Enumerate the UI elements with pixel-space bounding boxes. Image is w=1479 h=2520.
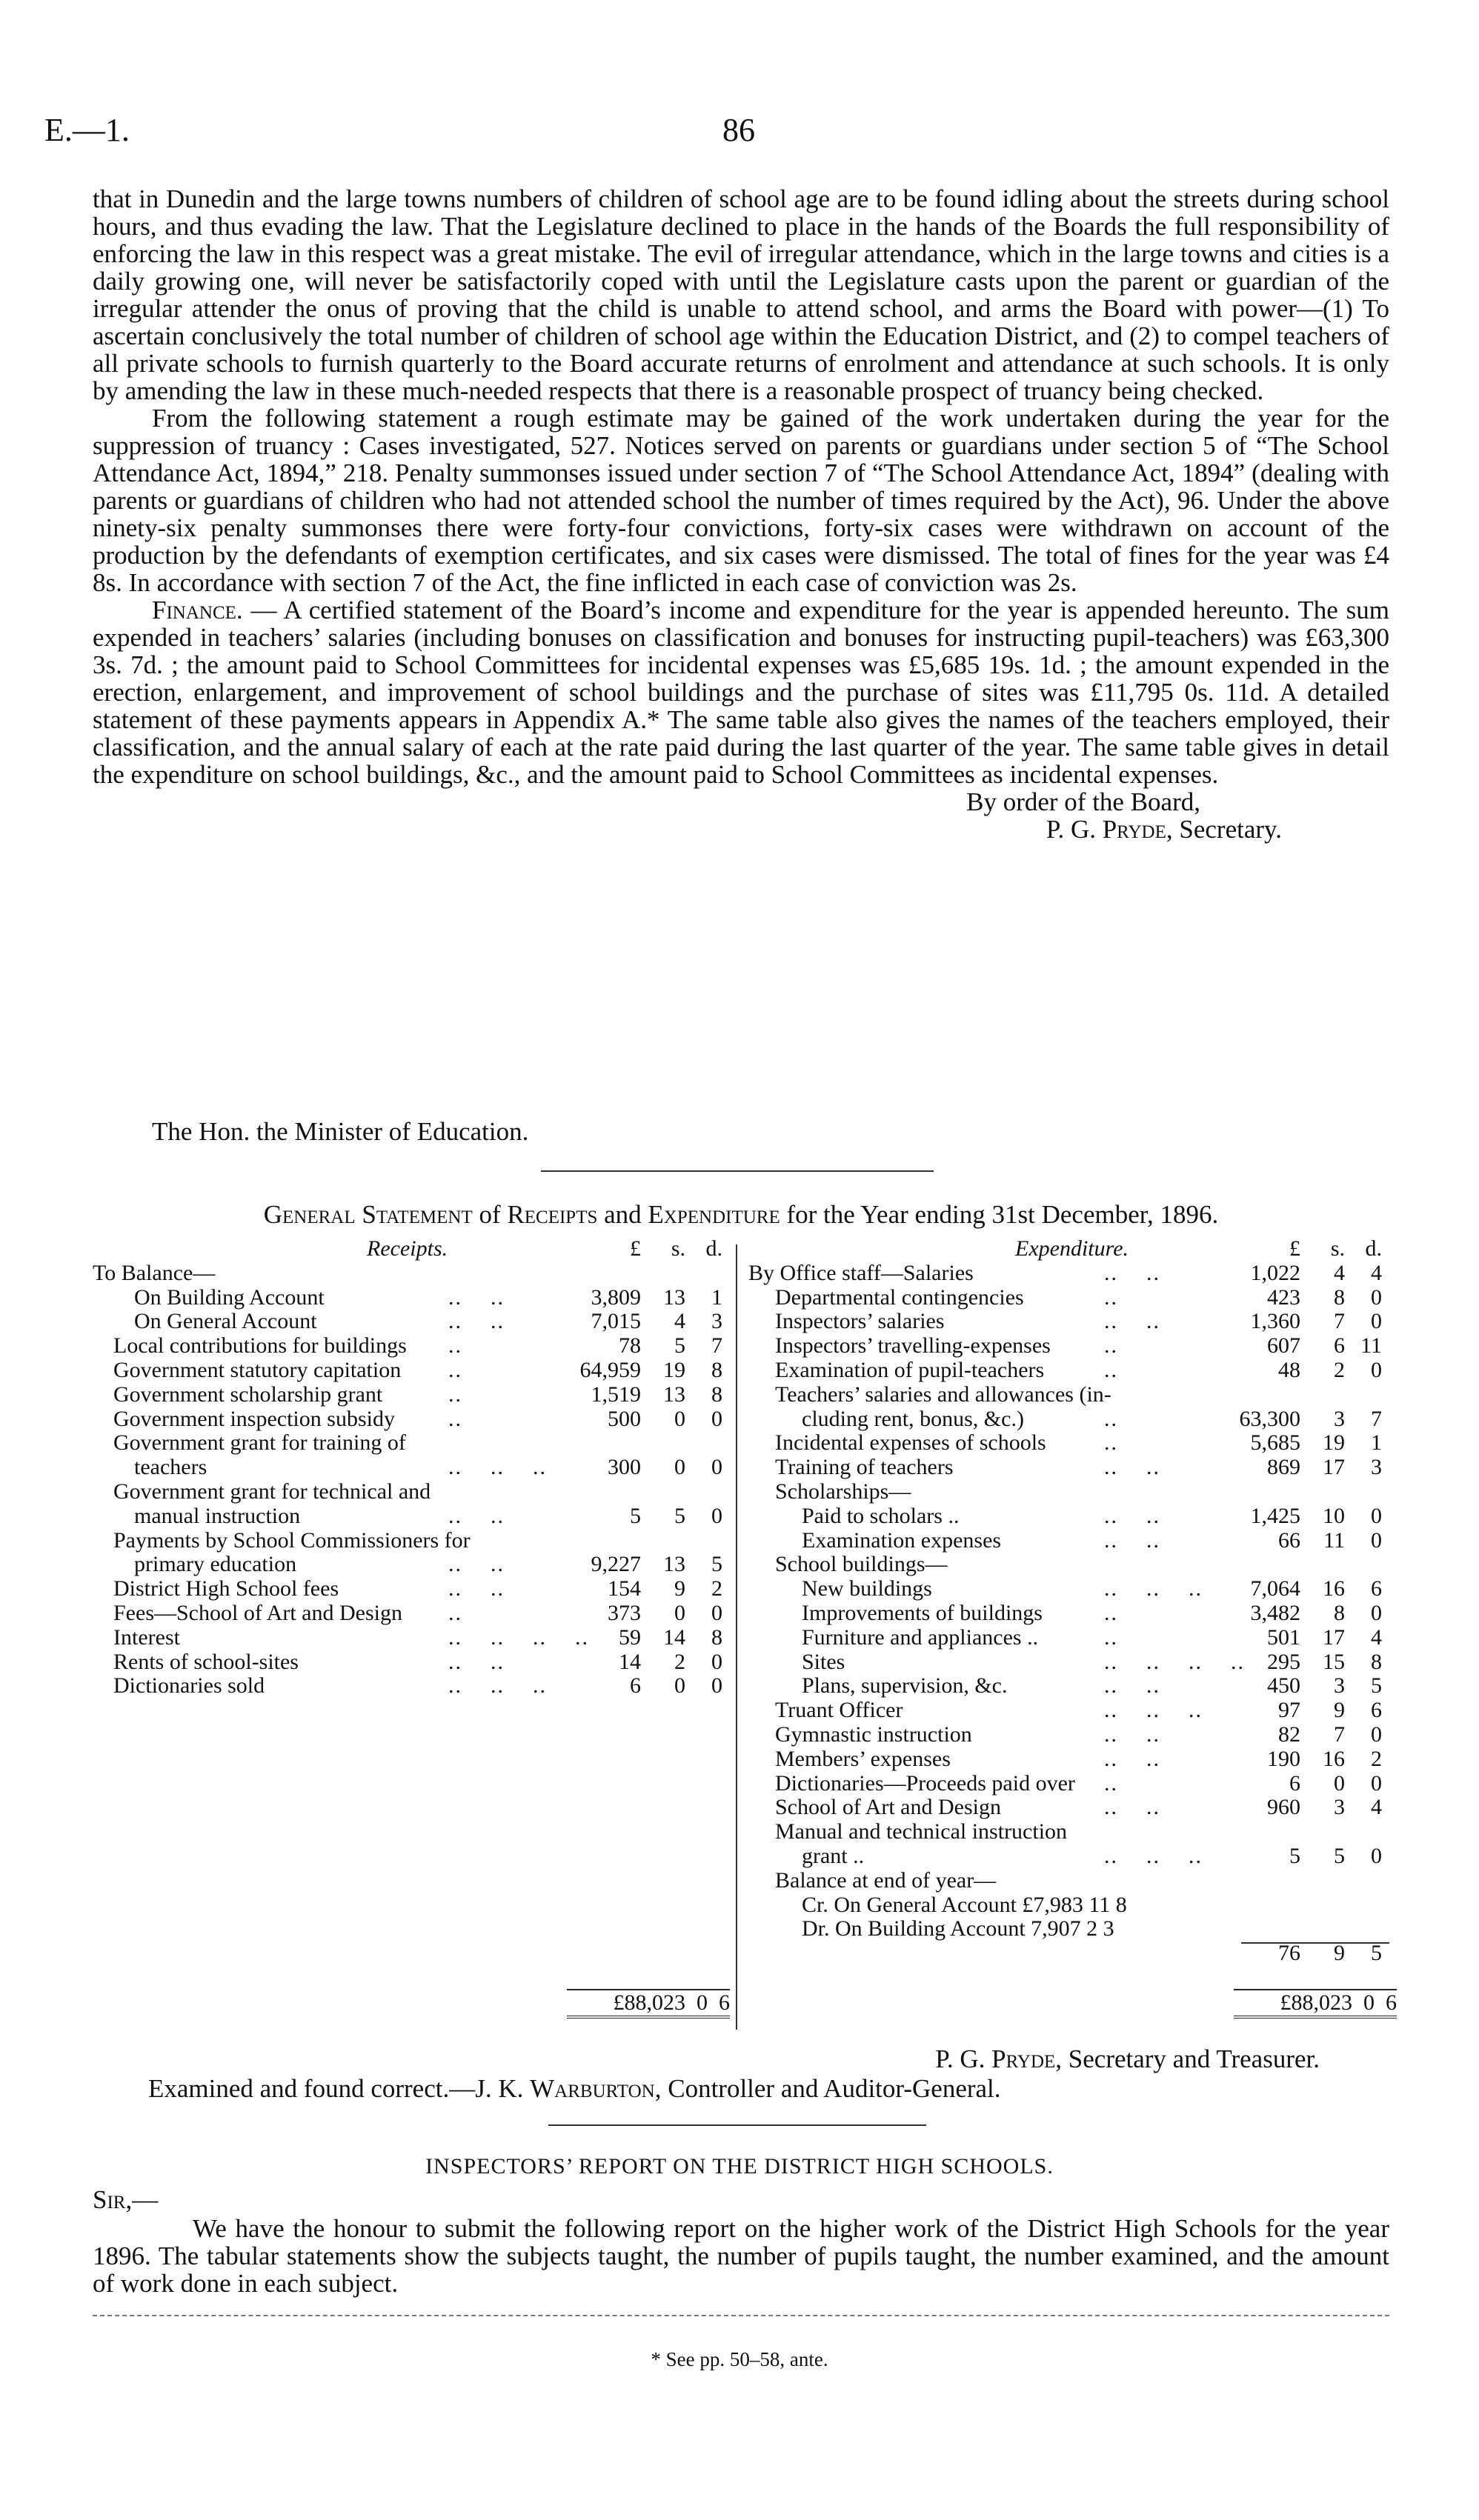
expenditure-header: Expenditure. (1015, 1236, 1129, 1261)
paragraph-finance (93, 596, 1389, 788)
expenditure-label: Examination of pupil-teachers (775, 1357, 1045, 1382)
expenditure-pounds: 423 (1267, 1284, 1300, 1310)
finance-label: Finance. (152, 596, 243, 624)
expenditure-row (748, 1456, 1400, 1480)
expenditure-label: Cr. On General Account £7,983 11 8 (802, 1892, 1127, 1917)
col-d: d. (705, 1236, 722, 1261)
expenditure-pounds: 3,482 (1250, 1600, 1300, 1625)
expenditure-label: Inspectors’ travelling-expenses (775, 1333, 1051, 1359)
receipts-leader-dots: .. .. (448, 1284, 505, 1310)
expenditure-pence: 6 (1371, 1576, 1382, 1601)
expenditure-pence: 4 (1371, 1795, 1382, 1820)
expenditure-shillings: 0 (1334, 1770, 1345, 1796)
expenditure-leader-dots: .. .. (1104, 1527, 1160, 1553)
receipts-label: Government grant for training of (113, 1430, 406, 1456)
receipts-label: Government inspection subsidy (113, 1406, 395, 1431)
expenditure-leader-dots: .. (1104, 1333, 1118, 1359)
expenditure-row (748, 1286, 1400, 1310)
section-rule (541, 1170, 934, 1172)
col-pound: £ (630, 1236, 641, 1261)
receipts-row (93, 1407, 730, 1432)
receipts-row (93, 1456, 730, 1480)
receipts-pounds: 1,519 (591, 1381, 641, 1407)
expenditure-pounds: 66 (1278, 1527, 1300, 1553)
expenditure-pounds: 48 (1278, 1357, 1300, 1382)
receipts-shillings: 0 (674, 1600, 685, 1625)
receipts-row (93, 1674, 730, 1699)
expenditure-pounds: 501 (1267, 1624, 1300, 1650)
receipts-pence: 5 (711, 1552, 722, 1577)
expenditure-table (748, 1237, 1400, 1966)
expenditure-row (748, 1674, 1400, 1699)
receipts-leader-dots: .. .. (448, 1309, 505, 1334)
receipts-table (93, 1237, 730, 1699)
expenditure-pence: 0 (1371, 1357, 1382, 1382)
expenditure-leader-dots: .. .. .. .. (1104, 1649, 1245, 1674)
title-word-of: of (472, 1200, 508, 1229)
expenditure-shillings: 10 (1323, 1503, 1345, 1528)
expenditure-shillings: 5 (1334, 1843, 1345, 1868)
expenditure-total (1234, 1989, 1397, 2019)
title-word-statement: Statement (362, 1200, 473, 1229)
inspectors-paragraph: We have the honour to submit the following report on the higher work of the District High Schools for the year 1896. The tabular statements show the subjects taught, the number of pupils taught, the number examined, and the amount of work done in each subject. (93, 2214, 1389, 2298)
receipts-leader-dots: .. .. (448, 1576, 505, 1601)
treasurer-signature (935, 2044, 1320, 2074)
col-pound: £ (1289, 1236, 1300, 1261)
expenditure-leader-dots: .. .. .. (1104, 1698, 1203, 1723)
expenditure-pounds: 5,685 (1250, 1430, 1300, 1456)
receipts-shillings: 5 (674, 1333, 685, 1359)
expenditure-pence: 1 (1371, 1430, 1382, 1456)
receipts-pounds: 9,227 (591, 1552, 641, 1577)
expenditure-pounds: 97 (1278, 1698, 1300, 1723)
receipts-pounds: 7,015 (591, 1309, 641, 1334)
footnote-rule (93, 2315, 1389, 2316)
expenditure-pounds: 6 (1289, 1770, 1300, 1796)
expenditure-label: Balance at end of year— (775, 1867, 997, 1893)
expenditure-row (748, 1747, 1400, 1772)
expenditure-shillings: 17 (1323, 1455, 1345, 1480)
expenditure-row (748, 1359, 1400, 1383)
expenditure-leader-dots: .. .. (1104, 1309, 1160, 1334)
expenditure-row (748, 1699, 1400, 1723)
receipts-pounds: 154 (608, 1576, 641, 1601)
expenditure-label: Improvements of buildings (802, 1600, 1043, 1625)
receipts-shillings: 0 (674, 1406, 685, 1431)
footnote-text: * See pp. 50–58, ante. (651, 2348, 828, 2370)
receipts-label: Fees—School of Art and Design (113, 1600, 402, 1625)
expenditure-label: Dr. On Building Account 7,907 2 3 (802, 1916, 1114, 1941)
expenditure-pence: 0 (1371, 1721, 1382, 1747)
expenditure-row (748, 1529, 1400, 1553)
receipts-shillings: 9 (674, 1576, 685, 1601)
expenditure-shillings: 7 (1334, 1721, 1345, 1747)
statement-title (93, 1200, 1389, 1230)
expenditure-pounds: 295 (1267, 1649, 1300, 1674)
receipts-row (93, 1431, 730, 1456)
expenditure-leader-dots: .. (1104, 1284, 1118, 1310)
receipts-pounds: 5 (630, 1503, 641, 1528)
expenditure-leader-dots: .. (1104, 1770, 1118, 1796)
expenditure-row (748, 1772, 1400, 1796)
title-word-general: General (263, 1200, 362, 1229)
expenditure-shillings: 6 (1334, 1333, 1345, 1359)
expenditure-pence: 3 (1371, 1455, 1382, 1480)
receipts-label: Government scholarship grant (113, 1381, 383, 1407)
expenditure-leader-dots: .. .. .. (1104, 1576, 1203, 1601)
receipts-pounds: 373 (608, 1600, 641, 1625)
expenditure-shillings: 7 (1334, 1309, 1345, 1334)
expenditure-row (748, 1504, 1400, 1529)
expenditure-row (748, 1796, 1400, 1820)
expenditure-pounds: 190 (1267, 1746, 1300, 1771)
expenditure-leader-dots: .. (1104, 1406, 1118, 1431)
receipts-row (93, 1601, 730, 1626)
expenditure-label: Scholarships— (775, 1479, 911, 1504)
page-header (44, 111, 1435, 156)
expenditure-label: Incidental expenses of schools (775, 1430, 1046, 1456)
expenditure-pence: 7 (1371, 1406, 1382, 1431)
expenditure-row (748, 1820, 1400, 1844)
expenditure-pounds: 1,425 (1250, 1503, 1300, 1528)
expenditure-row (748, 1383, 1400, 1407)
receipts-shillings: 0 (674, 1673, 685, 1699)
paragraph-truancy: that in Dunedin and the large towns numbers of children of school age are to be found idling about the streets during school hours, and thus evading the law. That the Legislature declined to place in the hands of the Boards the full responsibility of enforcing the law in this respect was a great mistake. The evil of irregular attendance, which in the large towns and cities is a daily growing one, will never be satisfactorily coped with until the Legislature casts upon the parent or guardian of the irregular attender the onus of proving that the child is unable to attend school, and arms the Board with power—(1) To ascertain conclusively the total number of children of school age within the Education District, and (2) to compel teachers of all private schools to furnish quarterly to the Board accurate returns of enrolment and attendance at such schools. It is only by amending the law in these much-needed respects that there is a reasonable prospect of truancy being checked. (93, 184, 1389, 405)
expenditure-row (748, 1626, 1400, 1650)
expenditure-label: New buildings (802, 1576, 932, 1601)
receipts-pounds: 14 (619, 1649, 641, 1674)
expenditure-pence: 5 (1371, 1941, 1382, 1966)
expenditure-shillings: 9 (1334, 1698, 1345, 1723)
auditor-title: Controller and Auditor-General. (661, 2074, 1001, 2103)
expenditure-leader-dots: .. (1104, 1600, 1118, 1625)
expenditure-label: Training of teachers (775, 1455, 954, 1480)
expenditure-pence: 2 (1371, 1746, 1382, 1771)
receipts-leader-dots: .. (448, 1357, 462, 1382)
expenditure-row (748, 1334, 1400, 1359)
receipts-header-row (93, 1237, 730, 1261)
expenditure-pence: 6 (1371, 1698, 1382, 1723)
expenditure-pounds: 450 (1267, 1673, 1300, 1699)
expenditure-pounds: 607 (1267, 1333, 1300, 1359)
receipts-total-value: £88,023 0 6 (613, 1990, 730, 2015)
auditor-line (148, 2074, 1001, 2104)
receipts-leader-dots: .. (448, 1406, 462, 1431)
expenditure-pence: 0 (1371, 1527, 1382, 1553)
addressee: The Hon. the Minister of Education. (152, 1117, 529, 1146)
receipts-shillings: 13 (663, 1284, 685, 1310)
expenditure-pounds: 5 (1289, 1843, 1300, 1868)
expenditure-leader-dots: .. (1104, 1624, 1118, 1650)
expenditure-pounds: 869 (1267, 1455, 1300, 1480)
receipts-shillings: 2 (674, 1649, 685, 1674)
receipts-leader-dots: .. .. (448, 1552, 505, 1577)
expenditure-pence: 4 (1371, 1624, 1382, 1650)
receipts-label: Interest (113, 1624, 180, 1650)
salutation: Sir,— (93, 2185, 159, 2214)
receipts-pence: 7 (711, 1333, 722, 1359)
expenditure-row (748, 1431, 1400, 1456)
receipts-pounds: 3,809 (591, 1284, 641, 1310)
receipts-pence: 2 (711, 1576, 722, 1601)
expenditure-pounds: 1,360 (1250, 1309, 1300, 1334)
auditor-name: Warburton, (530, 2074, 662, 2103)
balance-rule (1241, 1942, 1389, 1944)
receipts-row (93, 1480, 730, 1504)
expenditure-label: School buildings— (775, 1552, 948, 1577)
receipts-row (93, 1529, 730, 1553)
expenditure-label: Dictionaries—Proceeds paid over (775, 1770, 1075, 1796)
expenditure-row (748, 1893, 1400, 1918)
col-d: d. (1365, 1236, 1382, 1261)
receipts-row (93, 1383, 730, 1407)
receipts-row (93, 1359, 730, 1383)
report-reference: E.—1. (44, 112, 130, 148)
receipts-label: Dictionaries sold (113, 1673, 265, 1699)
expenditure-row (748, 1844, 1400, 1869)
signatory-name: P. G. Pryde, (1046, 815, 1173, 844)
col-s: s. (1330, 1236, 1345, 1261)
expenditure-pence: 4 (1371, 1260, 1382, 1285)
receipts-leader-dots: .. .. (448, 1503, 505, 1528)
receipts-pence: 0 (711, 1600, 722, 1625)
receipts-pounds: 300 (608, 1455, 641, 1480)
title-word-expenditure: Expenditure (648, 1200, 780, 1229)
expenditure-label: Departmental contingencies (775, 1284, 1024, 1310)
expenditure-label: cluding rent, bonus, &c.) (802, 1406, 1024, 1431)
expenditure-leader-dots: .. .. (1104, 1503, 1160, 1528)
expenditure-shillings: 2 (1334, 1357, 1345, 1382)
expenditure-shillings: 9 (1334, 1941, 1345, 1966)
receipts-label: Government grant for technical and (113, 1479, 431, 1504)
expenditure-shillings: 19 (1323, 1430, 1345, 1456)
receipts-pence: 0 (711, 1649, 722, 1674)
expenditure-leader-dots: .. .. (1104, 1673, 1160, 1699)
expenditure-pence: 0 (1371, 1843, 1382, 1868)
expenditure-leader-dots: .. .. .. (1104, 1843, 1203, 1868)
expenditure-leader-dots: .. .. (1104, 1746, 1160, 1771)
receipts-pence: 0 (711, 1673, 722, 1699)
expenditure-label: Sites (802, 1649, 845, 1674)
expenditure-label: By Office staff—Salaries (748, 1260, 974, 1285)
receipts-leader-dots: .. .. (448, 1649, 505, 1674)
receipts-row (93, 1650, 730, 1675)
receipts-leader-dots: .. .. .. (448, 1455, 547, 1480)
expenditure-pounds: 63,300 (1239, 1406, 1300, 1431)
expenditure-pence: 8 (1371, 1649, 1382, 1674)
expenditure-pence: 0 (1371, 1600, 1382, 1625)
expenditure-row (748, 1577, 1400, 1601)
expenditure-row (748, 1869, 1400, 1893)
by-order-line: By order of the Board, (966, 787, 1200, 816)
receipts-row (93, 1504, 730, 1529)
receipts-pence: 8 (711, 1357, 722, 1382)
receipts-shillings: 13 (663, 1381, 685, 1407)
receipts-label: On Building Account (134, 1284, 325, 1310)
receipts-shillings: 19 (663, 1357, 685, 1382)
receipts-pence: 0 (711, 1406, 722, 1431)
expenditure-shillings: 3 (1334, 1795, 1345, 1820)
receipts-total (567, 1989, 730, 2019)
expenditure-leader-dots: .. .. (1104, 1455, 1160, 1480)
expenditure-row (748, 1650, 1400, 1675)
col-s: s. (671, 1236, 685, 1261)
expenditure-shillings: 3 (1334, 1673, 1345, 1699)
paragraph-statement: From the following statement a rough estimate may be gained of the work undertaken during the year for the suppression of truancy : Cases investigated, 527. Notices served on parents or guardians under section 5 of “The School Attendance Act, 1894,” 218. Penalty summonses issued under section 7 of “The School Attendance Act, 1894” (dealing with parents or guardians of children who had not attended school the number of times required by the Act), 96. Under the above ninety-six penalty summonses there were forty-four convictions, forty-six cases were withdrawn on account of the production by the defendants of exemption certificates, and six cases were dismissed. The total of fines for the year was £4 8s. In accordance with section 7 of the Act, the fine inflicted in each case of conviction was 2s. (93, 404, 1389, 597)
receipts-pounds: 64,959 (579, 1357, 641, 1382)
expenditure-shillings: 3 (1334, 1406, 1345, 1431)
receipts-row (93, 1626, 730, 1650)
expenditure-shillings: 17 (1323, 1624, 1345, 1650)
expenditure-pence: 0 (1371, 1309, 1382, 1334)
title-word-and: and (597, 1200, 648, 1229)
expenditure-pence: 0 (1371, 1503, 1382, 1528)
column-divider (736, 1244, 737, 2030)
expenditure-row (748, 1553, 1400, 1577)
expenditure-label: Furniture and appliances .. (802, 1624, 1039, 1650)
receipts-label: Rents of school-sites (113, 1649, 299, 1674)
receipts-leader-dots: .. (448, 1333, 462, 1359)
expenditure-row (748, 1261, 1400, 1286)
expenditure-label: Truant Officer (775, 1698, 903, 1723)
expenditure-shillings: 8 (1334, 1600, 1345, 1625)
title-tail: for the Year ending 31st December, 1896. (780, 1200, 1219, 1229)
page-number: 86 (722, 112, 755, 148)
section-rule (548, 2124, 926, 2126)
expenditure-total-value: £88,023 0 6 (1280, 1990, 1397, 2015)
signature-line (93, 816, 1389, 843)
expenditure-pounds: 1,022 (1250, 1260, 1300, 1285)
receipts-label: Government statutory capitation (113, 1357, 402, 1382)
expenditure-pence: 0 (1371, 1284, 1382, 1310)
expenditure-pence: 11 (1360, 1333, 1382, 1359)
receipts-leader-dots: .. .. .. .. (448, 1624, 589, 1650)
receipts-row (93, 1553, 730, 1577)
receipts-shillings: 5 (674, 1503, 685, 1528)
expenditure-row (748, 1310, 1400, 1334)
title-word-receipts: Receipts (507, 1200, 598, 1229)
expenditure-row (748, 1723, 1400, 1747)
receipts-pence: 8 (711, 1624, 722, 1650)
receipts-pounds: 78 (619, 1333, 641, 1359)
receipts-leader-dots: .. (448, 1600, 462, 1625)
receipts-row (93, 1286, 730, 1310)
expenditure-pounds: 82 (1278, 1721, 1300, 1747)
receipts-label: Payments by School Commissioners for (113, 1527, 471, 1553)
receipts-label: Local contributions for buildings (113, 1333, 407, 1359)
receipts-label: teachers (134, 1455, 207, 1480)
receipts-pence: 1 (711, 1284, 722, 1310)
expenditure-shillings: 8 (1334, 1284, 1345, 1310)
receipts-row (93, 1577, 730, 1601)
receipts-leader-dots: .. .. .. (448, 1673, 547, 1699)
expenditure-pounds: 960 (1267, 1795, 1300, 1820)
inspectors-report-body (93, 2215, 1389, 2297)
expenditure-label: Plans, supervision, &c. (802, 1673, 1008, 1699)
expenditure-row (748, 1941, 1400, 1966)
expenditure-pence: 0 (1371, 1770, 1382, 1796)
receipts-label: District High School fees (113, 1576, 339, 1601)
receipts-pence: 8 (711, 1381, 722, 1407)
receipts-pence: 3 (711, 1309, 722, 1334)
expenditure-leader-dots: .. .. (1104, 1260, 1160, 1285)
expenditure-label: School of Art and Design (775, 1795, 1001, 1820)
receipts-pence: 0 (711, 1503, 722, 1528)
receipts-header: Receipts. (367, 1236, 448, 1261)
expenditure-row (748, 1407, 1400, 1432)
receipts-label: On General Account (134, 1309, 317, 1334)
receipts-pence: 0 (711, 1455, 722, 1480)
expenditure-leader-dots: .. .. (1104, 1795, 1160, 1820)
receipts-label: manual instruction (134, 1503, 301, 1528)
expenditure-pounds: 76 (1278, 1941, 1300, 1966)
treasurer-name: P. G. Pryde, (935, 2044, 1063, 2073)
receipts-shillings: 14 (663, 1624, 685, 1650)
expenditure-label: Manual and technical instruction (775, 1819, 1068, 1844)
receipts-shillings: 4 (674, 1309, 685, 1334)
receipts-pounds: 59 (619, 1624, 641, 1650)
expenditure-leader-dots: .. (1104, 1430, 1118, 1456)
expenditure-row (748, 1601, 1400, 1626)
auditor-text: Examined and found correct.—J. K. (148, 2074, 531, 2103)
expenditure-shillings: 15 (1323, 1649, 1345, 1674)
expenditure-row (748, 1917, 1400, 1941)
expenditure-row (748, 1480, 1400, 1504)
receipts-pounds: 6 (630, 1673, 641, 1699)
expenditure-pounds: 7,064 (1250, 1576, 1300, 1601)
expenditure-shillings: 11 (1323, 1527, 1345, 1553)
receipts-label: primary education (134, 1552, 297, 1577)
receipts-row (93, 1310, 730, 1334)
expenditure-leader-dots: .. .. (1104, 1721, 1160, 1747)
receipts-leader-dots: .. (448, 1381, 462, 1407)
expenditure-shillings: 16 (1323, 1576, 1345, 1601)
expenditure-label: Inspectors’ salaries (775, 1309, 945, 1334)
receipts-label: To Balance— (93, 1260, 216, 1285)
signatory-title: Secretary. (1172, 815, 1282, 844)
expenditure-label: Paid to scholars .. (802, 1503, 960, 1528)
report-body (93, 185, 1389, 843)
inspectors-report-title: INSPECTORS’ REPORT ON THE DISTRICT HIGH SCHOOLS. (425, 2154, 1054, 2179)
expenditure-shillings: 4 (1334, 1260, 1345, 1285)
treasurer-title: Secretary and Treasurer. (1062, 2044, 1320, 2073)
expenditure-label: Examination expenses (802, 1527, 1002, 1553)
receipts-row (93, 1261, 730, 1286)
expenditure-shillings: 16 (1323, 1746, 1345, 1771)
expenditure-label: Members’ expenses (775, 1746, 951, 1771)
receipts-shillings: 13 (663, 1552, 685, 1577)
expenditure-label: grant .. (802, 1843, 865, 1868)
expenditure-pence: 5 (1371, 1673, 1382, 1699)
footnote (0, 2348, 1479, 2371)
receipts-shillings: 0 (674, 1455, 685, 1480)
receipts-row (93, 1334, 730, 1359)
expenditure-leader-dots: .. (1104, 1357, 1118, 1382)
expenditure-header-row (748, 1237, 1400, 1261)
expenditure-label: Gymnastic instruction (775, 1721, 972, 1747)
expenditure-label: Teachers’ salaries and allowances (in- (775, 1381, 1111, 1407)
finance-text: — A certified statement of the Board’s income and expenditure for the year is appended hereunto. The sum expended in teachers’ salaries (including bonuses on classification and bonuses for instructing pupil-teachers) was £63,300 3s. 7d. ; the amount paid to School Committees for incidental expenses was £5,685 19s. 1d. ; the amount expended in the erection, enlargement, and improvement of school buildings and the purchase of sites was £11,795 0s. 11d. A detailed statement of these payments appears in Appendix A.* The same table also gives the names of the teachers employed, their classification, and the annual salary of each at the rate paid during the last quarter of the year. The same table gives in detail the expenditure on school buildings, &c., and the amount paid to School Committees as incidental expenses. (93, 596, 1389, 789)
receipts-pounds: 500 (608, 1406, 641, 1431)
